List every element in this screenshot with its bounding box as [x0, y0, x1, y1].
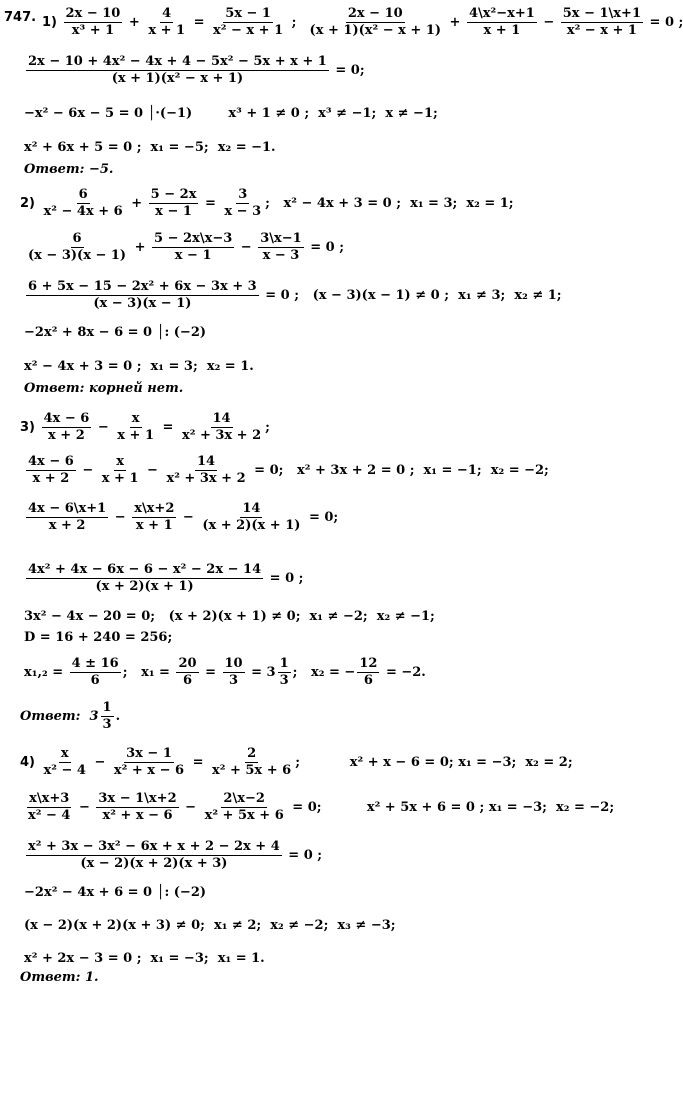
denominator: 6: [363, 673, 373, 688]
numerator: x: [116, 454, 124, 469]
denominator: (x + 1)(x² − x + 1): [111, 71, 244, 86]
fraction: [26, 563, 263, 594]
fraction: [211, 7, 285, 38]
denominator: (x + 1)(x² − x + 1): [309, 23, 442, 38]
math-text: ;: [287, 14, 306, 30]
math-line-p3-l1: [20, 412, 270, 443]
numerator: 14: [212, 411, 231, 426]
math-text: −: [236, 239, 257, 255]
math-text: = 3: [246, 664, 276, 680]
fraction: [42, 412, 92, 443]
numerator: x\x+2: [134, 501, 175, 516]
math-line-p3-l2: [24, 455, 549, 486]
math-text: = 0 ;: [645, 14, 683, 30]
math-text: ; x² − 4x + 3 = 0 ; x₁ = 3; x₂ = 1;: [265, 195, 514, 211]
fraction: [112, 747, 186, 778]
denominator: x² − x + 1: [566, 23, 637, 38]
problem-number: 747.: [4, 10, 37, 25]
answer-text: Ответ: корней нет.: [24, 381, 184, 396]
math-text: −: [180, 799, 201, 815]
fraction: [467, 7, 537, 38]
math-text: x₁,₂ =: [24, 664, 68, 680]
math-text: =: [200, 664, 221, 680]
numerator: 4 ± 16: [71, 656, 119, 671]
denominator: x + 1: [117, 428, 155, 443]
math-text: ; x₁ =: [122, 664, 175, 680]
math-line-p4-l5: [24, 918, 396, 934]
math-line-p2-l5: [24, 359, 254, 375]
math-text: = 0 ; (x − 3)(x − 1) ≠ 0 ; x₁ ≠ 3; x₂ ≠ 1;: [260, 287, 562, 303]
denominator: x + 1: [101, 471, 139, 486]
math-text: −: [142, 462, 163, 478]
math-line-p4-l1: [20, 747, 573, 778]
math-line-p4-l3: [24, 840, 322, 871]
numerator: 14: [242, 501, 261, 516]
denominator: x² + 5x + 6: [212, 763, 292, 778]
fraction: [203, 792, 286, 823]
math-text: −: [178, 509, 199, 525]
fraction: [149, 188, 199, 219]
denominator: 3: [279, 673, 289, 688]
math-text: = 0; x² + 3x + 2 = 0 ; x₁ = −1; x₂ = −2;: [249, 462, 549, 478]
fraction: [222, 188, 263, 219]
part-label: 2): [20, 195, 40, 211]
math-line-p1-l2: [24, 55, 365, 86]
numerator: 4x − 6\x+1: [28, 501, 107, 516]
denominator: (x − 3)(x − 1): [93, 296, 192, 311]
denominator: x² + x − 6: [102, 808, 173, 823]
numerator: 2: [247, 746, 257, 761]
fraction: [26, 232, 128, 263]
fraction: [26, 55, 329, 86]
fraction: [100, 455, 141, 486]
denominator: 3: [102, 717, 112, 732]
fraction: [223, 657, 245, 688]
math-line-p3-l5: [24, 609, 435, 625]
denominator: 6: [182, 673, 193, 688]
numerator: 4x² + 4x − 6x − 6 − x² − 2x − 14: [28, 562, 262, 577]
math-text: x² + 6x + 5 = 0 ; x₁ = −5; x₂ = −1.: [24, 140, 276, 155]
denominator: x² − 4: [43, 763, 86, 778]
math-text: −: [74, 799, 95, 815]
fraction: [115, 412, 156, 443]
math-text: = 0 ;: [305, 239, 345, 255]
numerator: 5 − 2x\x−3: [154, 231, 233, 246]
denominator: 3: [229, 673, 239, 688]
math-text: = 0 ;: [265, 570, 304, 586]
math-text: x² − 4x + 3 = 0 ; x₁ = 3; x₂ = 1.: [24, 359, 254, 374]
fraction: [180, 412, 263, 443]
math-text: −: [77, 462, 98, 478]
denominator: x + 1: [148, 23, 186, 38]
math-text: 3x² − 4x − 20 = 0; (x + 2)(x + 1) ≠ 0; x₁ ≠ −2; x₂ ≠ −1;: [24, 609, 435, 624]
fraction: [210, 747, 293, 778]
fraction: [278, 657, 291, 688]
fraction: [176, 657, 198, 688]
numerator: 5x − 1\x+1: [562, 6, 641, 21]
denominator: (x − 3)(x − 1): [28, 248, 127, 263]
math-line-p3-l7: [24, 657, 426, 688]
numerator: 10: [224, 656, 243, 671]
denominator: x² + x − 6: [113, 763, 185, 778]
numerator: 2x − 10: [65, 6, 121, 21]
answer-text: Ответ: 3: [20, 708, 99, 724]
denominator: x + 2: [48, 518, 86, 533]
math-text: ; x² + x − 6 = 0; x₁ = −3; x₂ = 2;: [295, 754, 573, 770]
fraction: [152, 232, 234, 263]
math-text: −: [538, 14, 559, 30]
denominator: x² + 5x + 6: [204, 808, 284, 823]
numerator: 4x − 6: [43, 411, 90, 426]
fraction: [26, 502, 108, 533]
math-text: ;: [265, 419, 270, 435]
numerator: x: [131, 411, 140, 426]
answer-text: Ответ: −5.: [24, 162, 114, 177]
denominator: 6: [90, 673, 100, 688]
numerator: 4: [162, 6, 172, 21]
fraction: [258, 232, 303, 263]
math-text: =: [200, 195, 221, 211]
part-label: 1): [42, 14, 62, 30]
numerator: 2x − 10: [347, 6, 403, 21]
math-text: = 0;: [304, 509, 339, 525]
math-line-p3-ans: [20, 701, 120, 732]
math-text: .: [115, 708, 121, 724]
numerator: 14: [197, 454, 216, 469]
math-line-p2-l4: [24, 325, 206, 341]
numerator: 2x − 10 + 4x² − 4x + 4 − 5x² − 5x + x + 1: [28, 54, 327, 69]
fraction: [200, 502, 302, 533]
fraction: [26, 455, 76, 486]
fraction: [26, 792, 72, 823]
math-text: +: [126, 195, 147, 211]
part-label: 4): [20, 754, 40, 770]
numerator: 5 − 2x: [150, 187, 197, 202]
math-line-p3-l6: [24, 630, 172, 646]
fraction: [146, 7, 187, 38]
fraction: [561, 7, 643, 38]
numerator: 3: [238, 187, 248, 202]
part-label: 3): [20, 419, 40, 435]
math-text: −: [110, 509, 131, 525]
math-text: +: [130, 239, 151, 255]
math-text: D = 16 + 240 = 256;: [24, 630, 173, 645]
numerator: 3\x−1: [260, 231, 302, 246]
math-text: +: [124, 14, 145, 30]
math-line-p4-ans: [20, 970, 99, 986]
denominator: x² − x + 1: [213, 23, 284, 38]
math-line-p1-ans: [24, 162, 113, 178]
fraction: [26, 840, 282, 871]
math-line-p3-l4: [24, 563, 303, 594]
numerator: 12: [359, 656, 378, 671]
math-text: = −2.: [381, 664, 426, 680]
math-line-p2-l2: [24, 232, 344, 263]
denominator: x² − 4x + 6: [43, 204, 123, 219]
numerator: x² + 3x − 3x² − 6x + x + 2 − 2x + 4: [28, 839, 280, 854]
denominator: x² + 3x + 2: [166, 471, 246, 486]
answer-text: Ответ: 1.: [20, 970, 99, 985]
denominator: x³ + 1: [71, 23, 115, 38]
denominator: x + 1: [135, 518, 173, 533]
fraction: [26, 280, 259, 311]
denominator: (x − 2)(x + 2)(x + 3): [80, 856, 228, 871]
math-line-p2-l1: [20, 188, 514, 219]
numerator: 4x − 6: [28, 454, 74, 469]
fraction: [101, 701, 114, 732]
denominator: x − 1: [155, 204, 192, 219]
math-text: −: [89, 754, 110, 770]
numerator: 4\x²−x+1: [468, 6, 535, 21]
numerator: 6: [72, 231, 82, 246]
math-text: −2x² − 4x + 6 = 0 │: (−2): [24, 885, 207, 900]
denominator: x + 1: [483, 23, 521, 38]
math-text: = 0 ;: [283, 847, 323, 863]
math-line-p2-ans: [24, 381, 183, 397]
math-text: =: [189, 14, 210, 30]
numerator: 3x − 1: [126, 746, 172, 761]
math-text: ; x₂ = −: [292, 664, 356, 680]
numerator: 2\x−2: [223, 791, 265, 806]
fraction: [64, 7, 123, 38]
fraction: [357, 657, 379, 688]
denominator: (x + 2)(x + 1): [95, 579, 194, 594]
math-text: +: [445, 14, 465, 30]
fraction: [42, 188, 125, 219]
fraction: [42, 747, 88, 778]
math-text: −: [93, 419, 114, 435]
math-line-p1-l3: [24, 106, 438, 122]
denominator: x − 3: [224, 204, 262, 219]
numerator: 3x − 1\x+2: [98, 791, 177, 806]
math-text: x² + 2x − 3 = 0 ; x₁ = −3; x₁ = 1.: [24, 951, 265, 966]
denominator: (x + 2)(x + 1): [202, 518, 301, 533]
math-line-p2-l3: [24, 280, 562, 311]
numerator: 20: [178, 656, 197, 671]
math-text: = 0;: [330, 62, 365, 78]
numerator: 5x − 1: [225, 6, 271, 21]
math-text: −x² − 6x − 5 = 0 │·(−1) x³ + 1 ≠ 0 ; x³ ≠ −1; x ≠ −1;: [24, 106, 438, 121]
fraction: [96, 792, 178, 823]
math-line-p4-l2: [24, 792, 614, 823]
denominator: x − 1: [174, 248, 212, 263]
math-text: (x − 2)(x + 2)(x + 3) ≠ 0; x₁ ≠ 2; x₂ ≠ −2; x₃ ≠ −3;: [24, 918, 396, 933]
math-line-p3-l3: [24, 502, 338, 533]
denominator: x² + 3x + 2: [181, 428, 262, 443]
denominator: x² − 4: [28, 808, 71, 823]
math-line-p4-l4: [24, 885, 206, 901]
math-line-p4-l6: [24, 951, 265, 967]
math-text: −2x² + 8x − 6 = 0 │: (−2): [24, 325, 207, 340]
denominator: x + 2: [32, 471, 70, 486]
math-text: =: [158, 419, 178, 435]
numerator: 1: [279, 656, 289, 671]
numerator: x\x+3: [29, 791, 70, 806]
math-line-p1-l4: [24, 140, 276, 156]
fraction: [308, 7, 443, 38]
math-text: = 0; x² + 5x + 6 = 0 ; x₁ = −3; x₂ = −2;: [287, 799, 615, 815]
fraction: [164, 455, 247, 486]
numerator: 1: [102, 700, 112, 715]
denominator: x − 3: [262, 248, 300, 263]
math-text: =: [188, 754, 208, 770]
numerator: 6 + 5x − 15 − 2x² + 6x − 3x + 3: [28, 279, 257, 294]
math-line-p1-l1: [42, 7, 683, 38]
fraction: [132, 502, 176, 533]
numerator: 6: [78, 187, 88, 202]
numerator: x: [60, 746, 69, 761]
fraction: [70, 657, 121, 688]
denominator: x + 2: [48, 428, 85, 443]
